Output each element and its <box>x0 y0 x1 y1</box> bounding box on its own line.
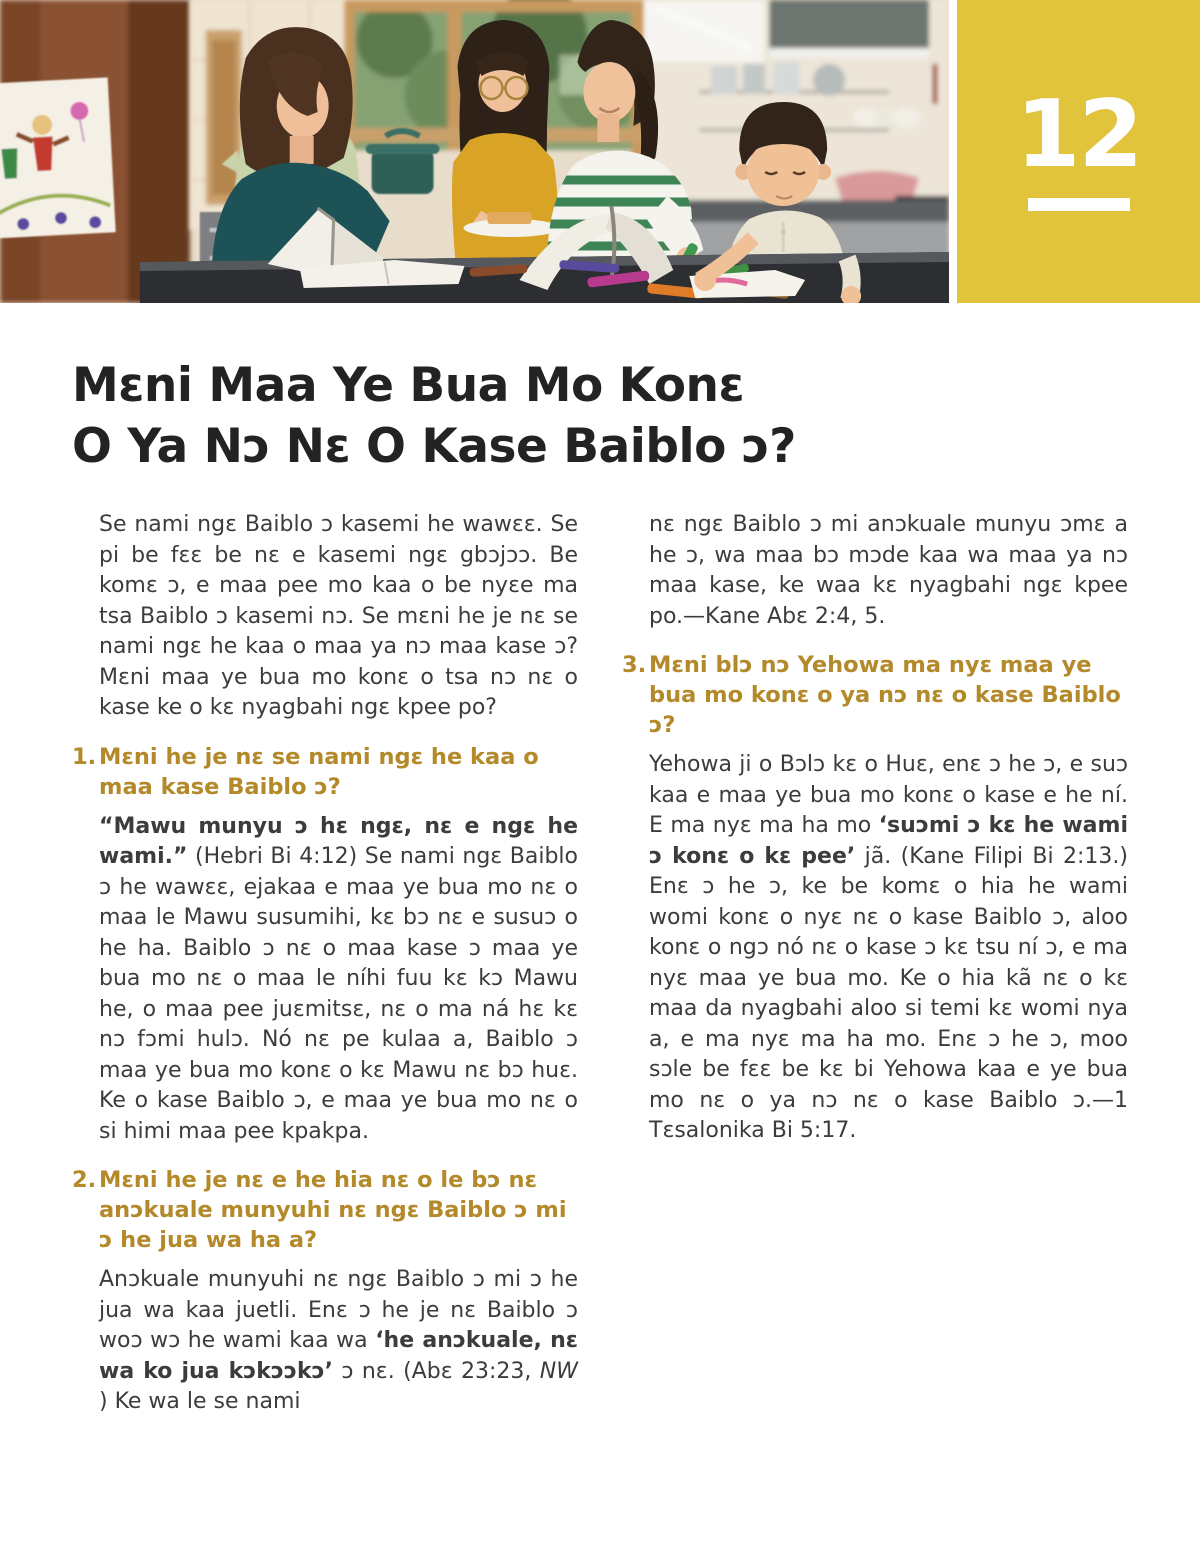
photo-band <box>0 0 1200 303</box>
question-3-text: Mɛni blɔ nɔ Yehowa ma nyɛ maa ye bua mo konɛ o ya nɔ nɛ o kase Baiblo ɔ? <box>649 652 1121 738</box>
question-1-number: 1. <box>72 743 97 770</box>
page-title-line-1: Mɛni Maa Ye Bua Mo Konɛ <box>72 358 745 413</box>
right-column <box>622 510 1128 1418</box>
question-3-heading <box>622 650 1128 740</box>
question-1-text: Mɛni he je nɛ se nami ngɛ he kaa o maa kase Baiblo ɔ? <box>99 743 539 800</box>
lesson-number-underline <box>1028 198 1130 211</box>
page-title-line-2: O Ya Nɔ Nɛ O Kase Baiblo ɔ? <box>72 419 796 474</box>
family-study-photo <box>0 0 949 303</box>
answer-paragraph-1: “Mawu munyu ɔ hɛ ngɛ, nɛ e ngɛ he wami.” (Hebri Bi 4:12) Se nami ngɛ Baiblo ɔ he wawɛɛ, ejakaa e maa ye bua mo nɛ o maa le Mawu susumihi, kɛ bɔ nɛ e susuɔ o he ha. Baiblo ɔ nɛ o maa kase ɔ maa ye bua mo nɛ o maa le níhi fuu kɛ kɔ Mawu he, o maa pee juɛmitsɛ, nɛ o ma ná hɛ kɛ nɔ fɔmi hulɔ. Nó nɛ pe kulaa a, Baiblo ɔ maa ye bua mo konɛ o kɛ Mawu nɛ bɔ huɛ. Ke o kase Baiblo ɔ, e maa ye bua mo nɛ o si himi maa pee kpakpa. <box>99 813 578 1144</box>
left-column <box>72 510 578 1418</box>
two-column-text <box>72 510 1128 1418</box>
photo-child-drawing <box>0 77 116 238</box>
question-2-number: 2. <box>72 1167 97 1193</box>
family-study-photo-art <box>0 0 949 303</box>
answer-paragraph-2-part-2: nɛ ngɛ Baiblo ɔ mi anɔkuale munyu ɔmɛ a he ɔ, wa maa bɔ mɔde kaa wa maa ya nɔ maa kase, ke waa kɛ nyagbahi ngɛ kpee po.—Kane Abɛ 2:4, 5. <box>649 512 1128 629</box>
photo-person-daughter-yellow <box>452 20 559 262</box>
answer-paragraph-3: Yehowa ji o Bɔlɔ kɛ o Huɛ, enɛ ɔ he ɔ, e suɔ kaa e maa ye bua mo konɛ o kase e he ní. E ma nyɛ ma ha mo ‘suɔmi ɔ kɛ he wami ɔ konɛ o kɛ pee’ jã. (Kane Filipi Bi 2:13.) Enɛ ɔ he ɔ, ke be komɛ o hia he wami womi konɛ o nyɛ nɛ o kase Baiblo ɔ, aloo konɛ o ngɔ nó nɛ o kase ɔ kɛ tsu ní ɔ, e ma nyɛ maa ye bua mo. Ke o hia kã nɛ o kɛ maa da nyagbahi aloo si temi kɛ womi nya a, e ma nyɛ ma ha mo. Enɛ ɔ he ɔ, moo sɔle be fɛɛ be kɛ bi Yehowa kaa e ye bua mo nɛ o ya nɔ nɛ o kase Baiblo ɔ.—1 Tɛsalonika Bi 5:17. <box>649 752 1128 1143</box>
lesson-number-badge <box>957 0 1200 303</box>
intro-paragraph: Se nami ngɛ Baiblo ɔ kasemi he wawɛɛ. Se pi be fɛɛ be nɛ e kasemi ngɛ gbɔjɔɔ. Be komɛ ɔ, e maa pee mo kaa o be nyɛe ma tsa Baiblo ɔ kasemi nɔ. Se mɛni he je nɛ se nami ngɛ he kaa o maa ya nɔ maa kase ɔ? Mɛni maa ye bua mo konɛ o tsa nɔ nɛ o kase ke o kɛ nyagbahi ngɛ kpee po? <box>99 512 578 720</box>
question-1-heading <box>72 742 578 802</box>
question-2-heading <box>72 1165 578 1255</box>
lesson-number: 12 <box>1015 80 1142 188</box>
page-title <box>72 355 1128 477</box>
question-2-text: Mɛni he je nɛ e he hia nɛ o le bɔ nɛ anɔkuale munyuhi nɛ ngɛ Baiblo ɔ mi ɔ he jua wa ha a? <box>99 1167 567 1253</box>
answer-paragraph-2-part-1: Anɔkuale munyuhi nɛ ngɛ Baiblo ɔ mi ɔ he jua wa kaa juetli. Enɛ ɔ he je nɛ Baiblo ɔ woɔ wɔ he wami kaa wa ‘he anɔkuale, nɛ wa ko jua kɔkɔɔkɔ’ ɔ nɛ. (Abɛ 23:23, NW ) Ke wa le se nami <box>99 1267 578 1414</box>
question-3-number: 3. <box>622 652 647 678</box>
